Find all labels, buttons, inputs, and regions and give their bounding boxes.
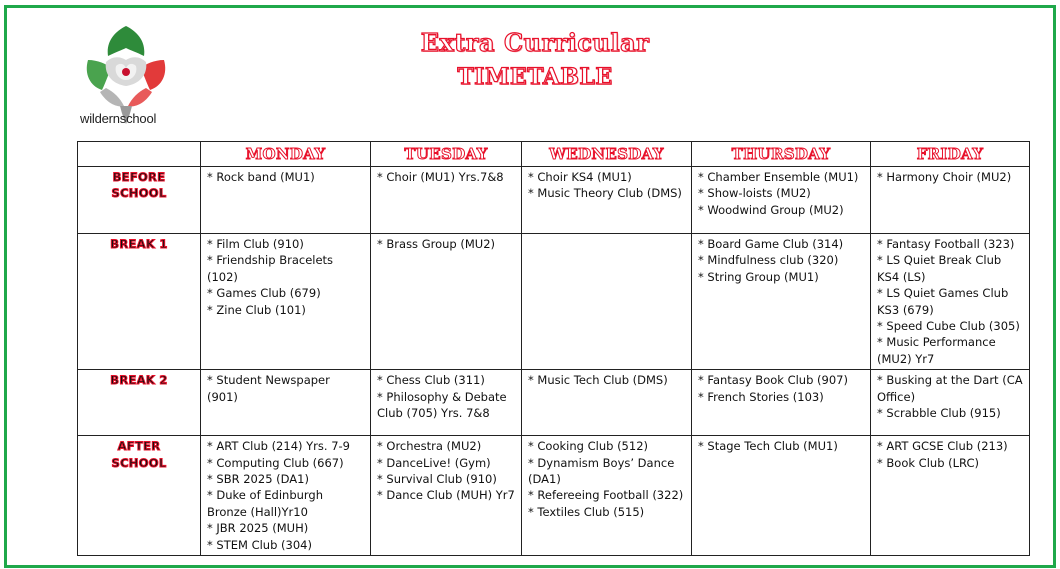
activity-item: * LS Quiet Games Club KS3 (679) [877,286,1009,317]
activity-cell [871,167,1030,234]
activity-item: * Friendship Bracelets (102) [207,253,334,284]
period-label-line: AFTER [117,439,161,454]
activity-item: * Chess Club (311) [377,373,485,388]
activity-cell [371,436,522,556]
activity-item: * Rock band (MU1) [207,170,315,184]
activity-item: * Book Club (LRC) [877,455,979,470]
activity-item: * Survival Club (910) [377,472,497,487]
activity-item: * Games Club (679) [207,286,321,301]
activity-cell [871,370,1030,436]
timetable-row [78,167,1030,234]
period-label [78,234,201,370]
activity-item: * Choir (MU1) Yrs.7&8 [377,170,504,184]
day-header-row [78,142,1030,167]
activity-cell [371,167,522,234]
activity-item: * Computing Club (667) [207,455,344,470]
activity-cell [371,234,522,370]
activity-item: * Stage Tech Club (MU1) [698,439,838,454]
activity-item: * French Stories (103) [698,389,824,404]
activity-item: * Busking at the Dart (CA Office) [877,373,1023,404]
day-header: MONDAY [201,142,371,167]
activity-item: * Film Club (910) [207,237,304,251]
activity-cell [201,436,371,556]
activity-item: * Music Performance (MU2) Yr7 [877,335,996,366]
activity-cell [692,234,871,370]
activity-cell [522,436,692,556]
activity-item: * ART GCSE Club (213) [877,439,1008,454]
activity-cell [692,370,871,436]
activity-item: * Duke of Edinburgh Bronze (Hall)Yr10 [207,488,324,519]
activity-item: * Refereeing Football (322) [528,488,684,503]
activity-cell [201,167,371,234]
timetable-row [78,436,1030,556]
day-header: WEDNESDAY [522,142,692,167]
activity-item: * Cooking Club (512) [528,439,648,454]
activity-cell [871,234,1030,370]
period-label-line: BEFORE [112,170,166,184]
activity-item: * ART Club (214) Yrs. 7-9 [207,439,350,454]
school-logo-text: wildernschool [80,111,157,126]
activity-cell [522,234,692,370]
activity-item: * Board Game Club (314) [698,237,844,251]
activity-item: * Chamber Ensemble (MU1) [698,170,859,184]
rose-emblem [87,26,165,124]
activity-item: * SBR 2025 (DA1) [207,472,309,487]
timetable-row [78,234,1030,370]
activity-item: * Music Tech Club (DMS) [528,373,668,388]
activity-item: * Choir KS4 (MU1) [528,170,632,184]
activity-item: * Zine Club (101) [207,302,306,317]
day-header: THURSDAY [692,142,871,167]
activity-item: * Harmony Choir (MU2) [877,170,1012,184]
activity-item: * Scrabble Club (915) [877,406,1001,421]
activity-item: * STEM Club (304) [207,537,312,552]
activity-item: * Textiles Club (515) [528,504,645,519]
activity-item: * Brass Group (MU2) [377,237,496,251]
activity-item: * Dance Club (MUH) Yr7 [377,488,515,503]
activity-item: * Show-loists (MU2) [698,186,811,201]
activity-item: * Fantasy Football (323) [877,237,1015,251]
activity-cell [871,436,1030,556]
activity-item: * Music Theory Club (DMS) [528,186,682,201]
day-header: TUESDAY [371,142,522,167]
period-label-line: BREAK 2 [110,373,168,388]
activity-item: * String Group (MU1) [698,269,819,284]
timetable [77,141,1030,556]
period-label-line: SCHOOL [111,455,167,470]
day-header: FRIDAY [871,142,1030,167]
period-label [78,436,201,556]
activity-cell [692,167,871,234]
period-label [78,370,201,436]
activity-cell [522,167,692,234]
activity-item: * Mindfulness club (320) [698,253,839,268]
activity-item: * JBR 2025 (MUH) [207,521,309,536]
period-label-line: BREAK 1 [110,237,168,251]
activity-cell [201,234,371,370]
activity-item: * Orchestra (MU2) [377,439,482,454]
timetable-row [78,370,1030,436]
period-label [78,167,201,234]
activity-item: * Speed Cube Club (305) [877,319,1020,334]
period-label-line: SCHOOL [111,186,167,201]
activity-item: * Dynamism Boys’ Dance (DA1) [528,455,675,487]
activity-item: * Philosophy & Debate Club (705) Yrs. 7&8 [377,389,507,421]
activity-cell [522,370,692,436]
activity-item: * LS Quiet Break Club KS4 (LS) [877,253,1002,284]
page-title: Extra Curricular [420,28,650,57]
activity-cell [692,436,871,556]
activity-cell [201,370,371,436]
activity-cell [371,370,522,436]
activity-item: * Fantasy Book Club (907) [698,373,848,388]
corner-cell [78,142,201,167]
activity-item: * DanceLive! (Gym) [377,455,491,470]
page-subtitle: TIMETABLE [457,64,613,90]
activity-item: * Student Newspaper (901) [207,373,330,404]
activity-item: * Woodwind Group (MU2) [698,202,844,217]
